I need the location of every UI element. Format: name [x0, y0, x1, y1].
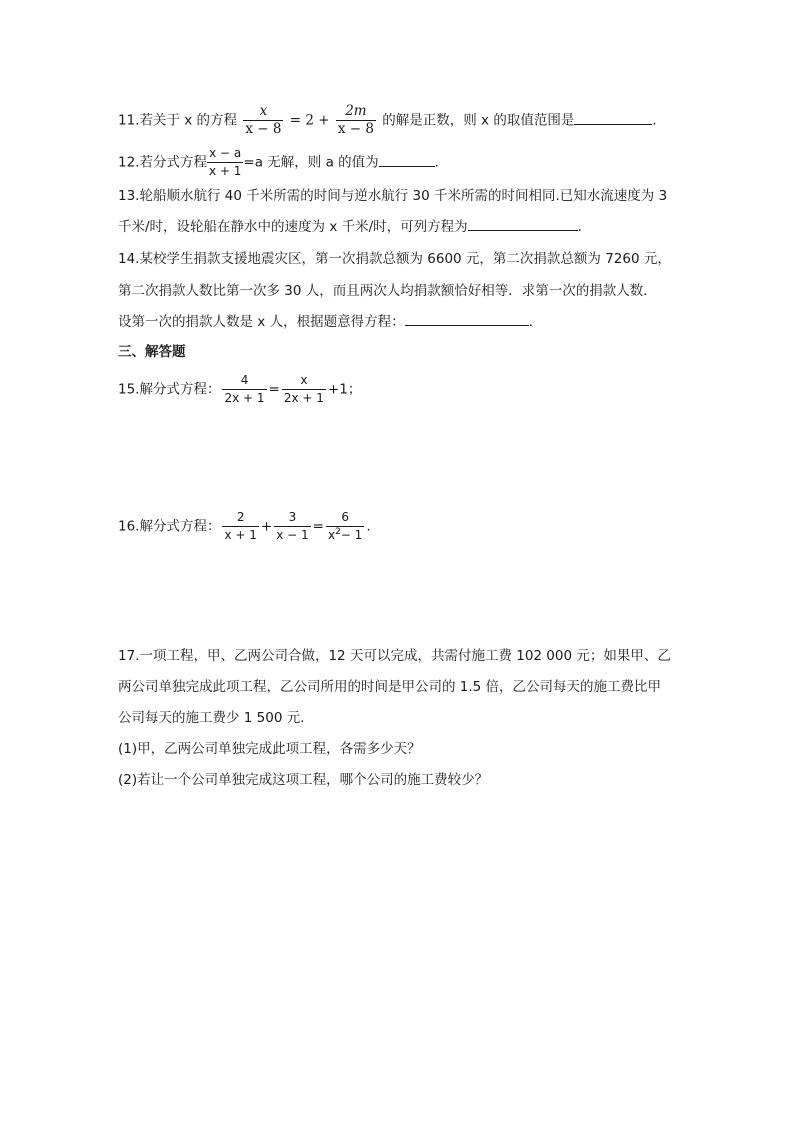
q15-fraction-1: $\frac{4}{2x + 1}$ — [224, 373, 265, 405]
q12-answer-blank — [379, 152, 435, 167]
q12-fraction: $\frac{x - a}{x + 1}$ — [208, 146, 242, 178]
q17-line-3: 公司每天的施工费少 1 500 元. — [118, 710, 305, 726]
question-12: 12.若分式方程 $\frac{x - a}{x + 1}$ =a 无解，则 a 的值为 . — [118, 146, 439, 178]
q15-prefix: 15.解分式方程： — [118, 381, 221, 398]
section-heading: 三、解答题 — [118, 344, 186, 360]
q11-prefix: 11.若关于 x 的方程 — [118, 112, 238, 129]
q14-line-3: 设第一次的捐款人数是 x 人，根据题意得方程： . — [118, 311, 533, 332]
q12-prefix: 12.若分式方程 — [118, 154, 207, 171]
q14-line-2: 第二次捐款人数比第一次多 30 人，而且两次人均捐款额恰好相等．求第一次的捐款人数． — [118, 283, 657, 299]
q11-mid: = 2 + — [289, 112, 330, 129]
q16-fraction-2: $\frac{3}{x - 1}$ — [276, 510, 309, 542]
q13-answer-blank — [468, 216, 578, 231]
q12-suffix: =a 无解，则 a 的值为 — [243, 154, 379, 171]
question-15: 15.解分式方程： $\frac{4}{2x + 1}$ = $\frac{x}{2x + 1}$ +1； — [118, 373, 362, 405]
q17-line-1: 17.一项工程，甲、乙两公司合做，12 天可以完成，共需付施工费 102 000 元；如果甲、乙 — [118, 648, 671, 664]
q15-fraction-2: $\frac{x}{2x + 1}$ — [283, 373, 324, 405]
q17-sub-question-1: (1)甲，乙两公司单独完成此项工程，各需多少天？ — [118, 741, 421, 757]
q16-fraction-1: $\frac{2}{x + 1}$ — [224, 510, 257, 542]
q17-line-2: 两公司单独完成此项工程，乙公司所用的时间是甲公司的 1.5 倍，乙公司每天的施工费比甲 — [118, 679, 662, 695]
q11-answer-blank — [574, 110, 652, 125]
q11-fraction-1: $\frac{x}{x - 8}$ — [245, 103, 282, 137]
q13-line-2: 千米/时，设轮船在静水中的速度为 x 千米/时，可列方程为 . — [118, 216, 582, 237]
q17-sub-question-2: (2)若让一个公司单独完成这项工程，哪个公司的施工费较少？ — [118, 772, 489, 788]
question-11: 11.若关于 x 的方程 $\frac{x}{x - 8}$ = 2 + $\frac{2m}{x - 8}$ 的解是正数，则 x 的取值范围是 . — [118, 103, 657, 137]
q16-fraction-3: $\frac{6}{x^2- 1}$ — [327, 510, 363, 542]
q14-line-1: 14.某校学生捐款支援地震灾区，第一次捐款总额为 6600 元，第二次捐款总额为 7260 元， — [118, 251, 671, 267]
question-16: 16.解分式方程： $\frac{2}{x + 1}$ + $\frac{3}{x - 1}$ = $\frac{6}{x^2- 1}$ . — [118, 510, 371, 542]
q11-fraction-2: $\frac{2m}{x - 8}$ — [337, 103, 374, 137]
q11-suffix: 的解是正数，则 x 的取值范围是 — [382, 112, 575, 129]
q16-prefix: 16.解分式方程： — [118, 518, 221, 535]
q13-line-1: 13.轮船顺水航行 40 千米所需的时间与逆水航行 30 千米所需的时间相同.已知水流速度为 3 — [118, 188, 668, 204]
q14-answer-blank — [405, 311, 529, 326]
